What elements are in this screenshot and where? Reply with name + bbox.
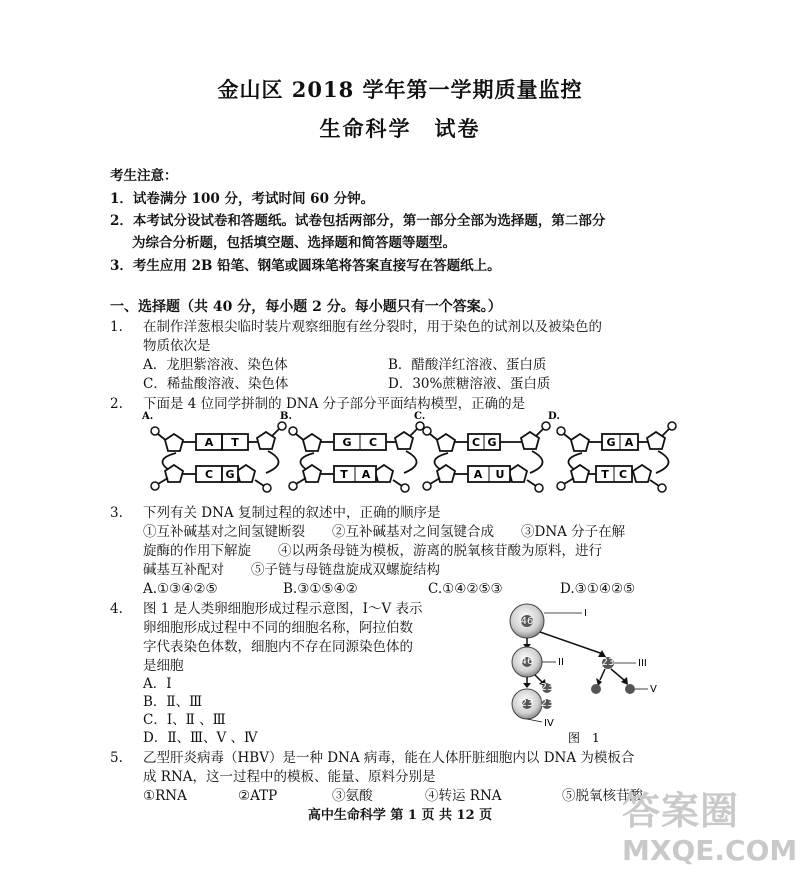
q4-stem-line2: 卵细胞形成过程中不同的细胞名称，阿拉伯数 [143,620,413,636]
q3-option-d: D.③①④②⑤ [560,581,636,597]
dna-model-b-bottom-base: T [340,468,348,481]
dna-model-d [548,411,676,492]
dna-model-b-top-base: G [342,436,352,449]
q5-stem-line2: 成 RNA，这一过程中的模板、能量、原料分别是 [143,769,436,785]
notice-heading: 考生注意： [110,168,178,184]
q5-option-5: ⑤脱氧核苷酸 [562,788,643,804]
dna-model-a-bottom-base: C [204,468,214,481]
page-subtitle: 生命科学 试卷 [319,116,481,141]
label-iv: IV [544,718,554,729]
dna-model-d-bottom-base2: C [618,468,628,481]
watermark-logo: 答案圈 [622,789,740,833]
page-footer: 高中生命科学 第 1 页 共 12 页 [307,808,493,823]
q3-stem-line3: 旋酶的作用下解旋 ④以两条母链为模板，游离的脱氧核苷酸为原料，进行 [143,543,602,559]
dna-model-b-bottom-base2: A [361,468,371,481]
dna-model-c-top-base: C [471,436,481,449]
dna-model-a-top-base: A [204,436,214,449]
q4-stem-line3: 字代表染色体数，细胞内不存在同源染色体的 [143,639,413,655]
q3-number: 3. [110,505,123,521]
dna-models-figure [140,408,700,498]
notice-item-3: 3．考生应用 2B 铅笔、钢笔或圆珠笔将答案直接写在答题纸上。 [110,258,501,274]
dna-model-b-label: B. [280,411,292,422]
q1-stem-line1: 在制作洋葱根尖临时装片观察细胞有丝分裂时，用于染色的试剂以及被染色的 [143,319,602,335]
label-v: V [650,684,657,695]
q3-stem-line2: ①互补碱基对之间氢键断裂 ②互补碱基对之间氢键合成 ③DNA 分子在解 [143,524,626,540]
dna-model-d-top-base2: A [624,436,634,449]
dna-model-a-bottom-base2: G [225,468,235,481]
q5-number: 5. [110,750,123,766]
q1-option-d: D．30%蔗糖溶液、蛋白质 [388,376,551,392]
dna-model-c-top-base2: G [487,436,497,449]
q1-option-a: A．龙胆紫溶液、染色体 [143,357,288,373]
cell-ii-number: 46 [520,656,534,667]
figure-caption: 图 1 [568,731,600,745]
notice-item-1: 1．试卷满分 100 分，考试时间 60 分钟。 [110,191,375,207]
label-iii: III [638,658,647,669]
q4-option-a: A．Ⅰ [143,676,172,692]
q1-number: 1. [110,319,123,335]
q1-option-c: C．稀盐酸溶液、染色体 [143,376,289,392]
notice-item-2: 2．本考试分设试卷和答题纸。试卷包括两部分，第一部分全部为选择题，第二部分 [110,213,606,229]
dna-model-c [414,411,550,492]
q4-option-b: B．Ⅱ、Ⅲ [143,694,203,710]
cell-i-number: 46 [520,616,534,627]
dna-model-b-top-base2: C [368,436,378,449]
q4-stem-line4: 是细胞 [143,658,184,674]
q5-option-4: ④转运 RNA [425,788,502,804]
q4-option-d: D．Ⅱ、Ⅲ、Ⅴ 、Ⅳ [143,730,258,746]
oogenesis-figure [490,596,690,746]
dna-model-c-bottom-base: A [473,468,483,481]
dna-model-c-bottom-base2: U [495,468,505,481]
q4-number: 4. [110,601,123,617]
cell-polar2-number: 23 [540,698,554,709]
page-title: 金山区 2018 学年第一学期质量监控 [217,77,583,102]
q5-stem-line1: 乙型肝炎病毒（HBV）是一种 DNA 病毒，能在人体肝脏细胞内以 DNA 为模板合 [143,750,635,766]
dna-model-d-top-base: G [606,436,616,449]
watermark-url: MXQE.COM [622,834,798,867]
q3-option-c: C.①④②⑤③ [428,581,503,597]
q3-stem-line4: 碱基互补配对 ⑤子链与母链盘旋成双螺旋结构 [143,562,440,578]
q5-option-2: ②ATP [238,788,278,804]
dna-model-c-label: C. [414,411,426,422]
cell-iv-number: 23 [520,698,534,709]
q3-option-a: A.①③④②⑤ [143,581,218,597]
dna-model-b [280,411,424,492]
q1-option-b: B．醋酸洋红溶液、蛋白质 [388,357,547,373]
q4-stem-line1: 图 1 是人类卵细胞形成过程示意图，Ⅰ～Ⅴ 表示 [143,601,423,617]
label-ii: II [558,657,564,668]
q5-option-1: ①RNA [143,788,187,804]
q3-option-b: B.③①⑤④② [283,581,358,597]
q2-stem: 下面是 4 位同学拼制的 DNA 分子部分平面结构模型，正确的是 [143,396,526,412]
q1-stem-line2: 物质依次是 [143,338,211,354]
section-heading: 一、选择题（共 40 分，每小题 2 分。每小题只有一个答案。） [110,299,502,315]
cell-iii-number: 23 [601,657,615,668]
dna-model-d-bottom-base: T [601,468,609,481]
label-i: I [584,608,587,619]
cell-polar-number: 23 [540,682,554,693]
q3-stem-line1: 下列有关 DNA 复制过程的叙述中，正确的顺序是 [143,505,441,521]
notice-item-2-cont: 为综合分析题，包括填空题、选择题和简答题等题型。 [132,235,456,251]
dna-model-d-label: D. [548,411,560,422]
dna-model-a-top-base2: T [231,436,239,449]
dna-model-a-label: A. [142,411,154,422]
q4-option-c: C．Ⅰ、Ⅱ 、Ⅲ [143,712,226,728]
dna-model-a [141,411,286,492]
q5-option-3: ③氨酸 [332,788,373,804]
q2-number: 2. [110,396,123,412]
